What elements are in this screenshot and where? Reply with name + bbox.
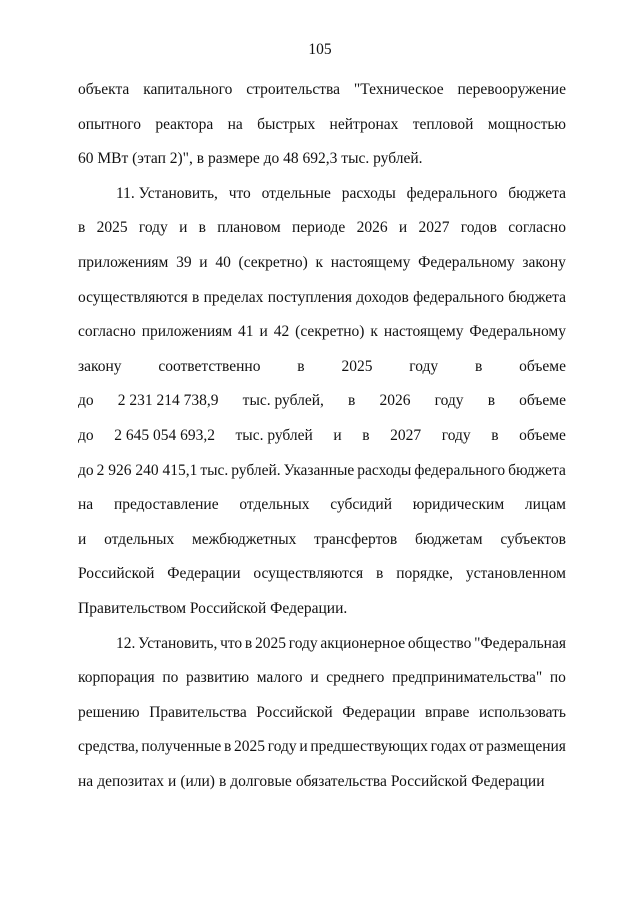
word: до bbox=[78, 392, 94, 410]
word: и bbox=[259, 323, 268, 341]
text-line bbox=[78, 696, 566, 731]
word: тыс. рублей, bbox=[242, 392, 324, 410]
word: Российской bbox=[256, 703, 333, 721]
text-line bbox=[78, 142, 566, 177]
text-line bbox=[78, 454, 566, 489]
word: в bbox=[224, 738, 232, 756]
word: и bbox=[310, 669, 319, 687]
paragraph bbox=[78, 73, 566, 177]
word: Федеральному bbox=[418, 253, 515, 271]
paragraph bbox=[78, 177, 566, 627]
word: (секретно) bbox=[295, 323, 365, 341]
text-line bbox=[78, 315, 566, 350]
word: осуществляются bbox=[78, 288, 188, 306]
word: в bbox=[244, 634, 253, 652]
word: в bbox=[198, 219, 206, 237]
word: 40 bbox=[215, 253, 231, 271]
word: малого bbox=[256, 669, 303, 687]
word: предоставление bbox=[113, 496, 219, 514]
word: юридическим bbox=[412, 496, 505, 514]
word: бюджета bbox=[508, 184, 566, 202]
word: в bbox=[348, 392, 356, 410]
word: нейтронах bbox=[329, 115, 399, 133]
word: в bbox=[487, 392, 496, 410]
word: и bbox=[299, 738, 308, 756]
word: бюджета bbox=[508, 461, 566, 479]
word: году bbox=[288, 634, 318, 652]
word: соответственно bbox=[158, 357, 261, 375]
word: "Федеральная bbox=[474, 634, 566, 652]
text-line bbox=[78, 661, 566, 696]
word: отдельные bbox=[261, 184, 331, 202]
word: 39 bbox=[176, 253, 192, 271]
word: объеме bbox=[519, 357, 566, 375]
word: в bbox=[491, 426, 499, 444]
word: согласно bbox=[78, 323, 136, 341]
word: в bbox=[362, 426, 370, 444]
word: Федеральному bbox=[469, 323, 566, 341]
paragraph bbox=[78, 627, 566, 800]
text-line bbox=[78, 350, 566, 385]
word: 2 645 054 693,2 bbox=[114, 426, 215, 444]
word: на bbox=[78, 772, 94, 790]
word: федерального bbox=[413, 288, 504, 306]
word: мощностью bbox=[487, 115, 566, 133]
word: 2025 bbox=[234, 738, 266, 756]
word: 2027 bbox=[390, 426, 422, 444]
word: в bbox=[192, 288, 200, 306]
word: закону bbox=[78, 357, 122, 375]
word: до bbox=[78, 461, 94, 479]
word: в bbox=[376, 565, 384, 583]
word: что bbox=[220, 634, 243, 652]
word: акционерное bbox=[320, 634, 406, 652]
text-line bbox=[78, 592, 566, 627]
word: 42 bbox=[273, 323, 290, 341]
word: 41 bbox=[238, 323, 254, 341]
word: перевооружение bbox=[457, 81, 566, 98]
word: общество bbox=[407, 634, 472, 652]
text-line bbox=[78, 211, 566, 246]
text-line bbox=[78, 488, 566, 523]
word: от bbox=[469, 738, 484, 756]
word: тепловой bbox=[412, 115, 474, 133]
word: федерального bbox=[414, 461, 506, 479]
word: году bbox=[267, 738, 297, 756]
word: по bbox=[549, 669, 566, 687]
word: приложениям bbox=[141, 323, 233, 341]
word: Федерации bbox=[471, 772, 545, 790]
word: Федерации bbox=[342, 703, 416, 721]
text-line bbox=[78, 557, 566, 592]
word: поступления bbox=[267, 288, 352, 306]
word: корпорация bbox=[78, 669, 155, 687]
word: 2026 bbox=[356, 219, 388, 237]
word: Российской bbox=[78, 565, 155, 583]
word: до bbox=[78, 426, 94, 444]
word: полученные bbox=[141, 738, 222, 756]
word: объеме bbox=[519, 392, 566, 410]
document-body bbox=[78, 73, 566, 799]
word: субъектов bbox=[500, 530, 566, 548]
word: тыс. рублей bbox=[235, 426, 313, 444]
word: и bbox=[168, 772, 177, 790]
text-line bbox=[78, 384, 566, 419]
word: в bbox=[297, 357, 305, 375]
word: (или) bbox=[180, 772, 215, 790]
word: году bbox=[441, 426, 471, 444]
word: "Техническое bbox=[353, 81, 444, 98]
text-line bbox=[78, 246, 566, 281]
word: 2027 bbox=[418, 219, 450, 237]
word: Российской bbox=[390, 772, 468, 790]
word: 12. bbox=[116, 634, 136, 652]
word: долговые bbox=[230, 772, 292, 790]
word: Указанные bbox=[283, 461, 355, 479]
word: строительства bbox=[246, 81, 340, 98]
word: Федерации bbox=[167, 565, 241, 583]
word: порядке, bbox=[396, 565, 453, 583]
word: году bbox=[434, 392, 464, 410]
word: плановом bbox=[217, 219, 281, 237]
word: и bbox=[78, 530, 87, 548]
word: Правительства bbox=[149, 703, 247, 721]
word: расходы bbox=[357, 461, 412, 479]
word: в bbox=[78, 219, 86, 237]
word: установленном bbox=[465, 565, 566, 583]
word: 2 926 240 415,1 bbox=[96, 461, 198, 479]
word: в bbox=[218, 772, 227, 790]
text-line bbox=[78, 627, 566, 662]
word: отдельных bbox=[104, 530, 175, 548]
word: и bbox=[398, 219, 408, 237]
word: предпринимательства" bbox=[392, 669, 543, 687]
word: на bbox=[227, 115, 243, 133]
word: депозитах bbox=[97, 772, 165, 790]
word: 11. Установить, bbox=[116, 184, 218, 202]
word: лицам bbox=[524, 496, 566, 514]
text-line bbox=[78, 73, 566, 108]
word: по bbox=[162, 669, 179, 687]
word: приложениям bbox=[78, 253, 169, 271]
word: согласно bbox=[508, 219, 566, 237]
word: межбюджетных bbox=[191, 530, 297, 548]
word: 60 МВт (этап 2)", в размере до 48 692,3 тыс. рублей. bbox=[78, 150, 423, 168]
word: пределах bbox=[203, 288, 264, 306]
word: (секретно) bbox=[238, 253, 308, 271]
word: трансфертов bbox=[314, 530, 398, 548]
text-line bbox=[78, 419, 566, 454]
word: году bbox=[409, 357, 439, 375]
word: 2 231 214 738,9 bbox=[117, 392, 219, 410]
word: к bbox=[315, 253, 324, 271]
word: размещения bbox=[486, 738, 566, 756]
word: предшествующих bbox=[310, 738, 428, 756]
word: доходов bbox=[356, 288, 409, 306]
word: тыс. bbox=[200, 461, 229, 479]
word: рублей. bbox=[231, 461, 281, 479]
word: осуществляются bbox=[253, 565, 364, 583]
word: опытного bbox=[78, 115, 141, 133]
word: среднего bbox=[326, 669, 385, 687]
text-line bbox=[78, 177, 566, 212]
word: настоящему bbox=[383, 323, 464, 341]
word: развитию bbox=[186, 669, 250, 687]
word: настоящему bbox=[330, 253, 411, 271]
word: периоде bbox=[292, 219, 346, 237]
text-line bbox=[78, 730, 566, 765]
word: Установить, bbox=[138, 634, 218, 652]
word: бюджетам bbox=[414, 530, 483, 548]
word: к bbox=[370, 323, 378, 341]
word: 2025 bbox=[341, 357, 373, 375]
word: субсидий bbox=[330, 496, 393, 514]
page-number: 105 bbox=[308, 41, 332, 58]
word: бюджета bbox=[508, 288, 566, 306]
word: году bbox=[138, 219, 168, 237]
word: вправе bbox=[425, 703, 470, 721]
word: обязательства bbox=[295, 772, 387, 790]
word: реактора bbox=[155, 115, 214, 133]
word: отдельных bbox=[239, 496, 310, 514]
word: быстрых bbox=[257, 115, 316, 133]
word: в bbox=[474, 357, 483, 375]
word: объеме bbox=[519, 426, 566, 444]
word: Правительством Российской Федерации. bbox=[78, 599, 348, 617]
word: 2026 bbox=[379, 392, 411, 410]
text-line bbox=[78, 523, 566, 558]
word: закону bbox=[522, 253, 566, 271]
word: федерального bbox=[406, 184, 498, 202]
word: что bbox=[228, 184, 251, 202]
word: и bbox=[199, 253, 208, 271]
text-line bbox=[78, 765, 566, 800]
word: объекта bbox=[78, 81, 130, 98]
word: и bbox=[333, 426, 342, 444]
word: решению bbox=[78, 703, 140, 721]
text-line bbox=[78, 281, 566, 316]
word: расходы bbox=[341, 184, 396, 202]
word: 2025 bbox=[96, 219, 128, 237]
word: и bbox=[179, 219, 188, 237]
word: годах bbox=[430, 738, 467, 756]
word: использовать bbox=[478, 703, 566, 721]
word: капитального bbox=[143, 81, 233, 98]
word: средства, bbox=[78, 738, 139, 756]
word: на bbox=[78, 496, 94, 514]
text-line bbox=[78, 108, 566, 143]
word: 2025 bbox=[254, 634, 286, 652]
word: годов bbox=[460, 219, 497, 237]
